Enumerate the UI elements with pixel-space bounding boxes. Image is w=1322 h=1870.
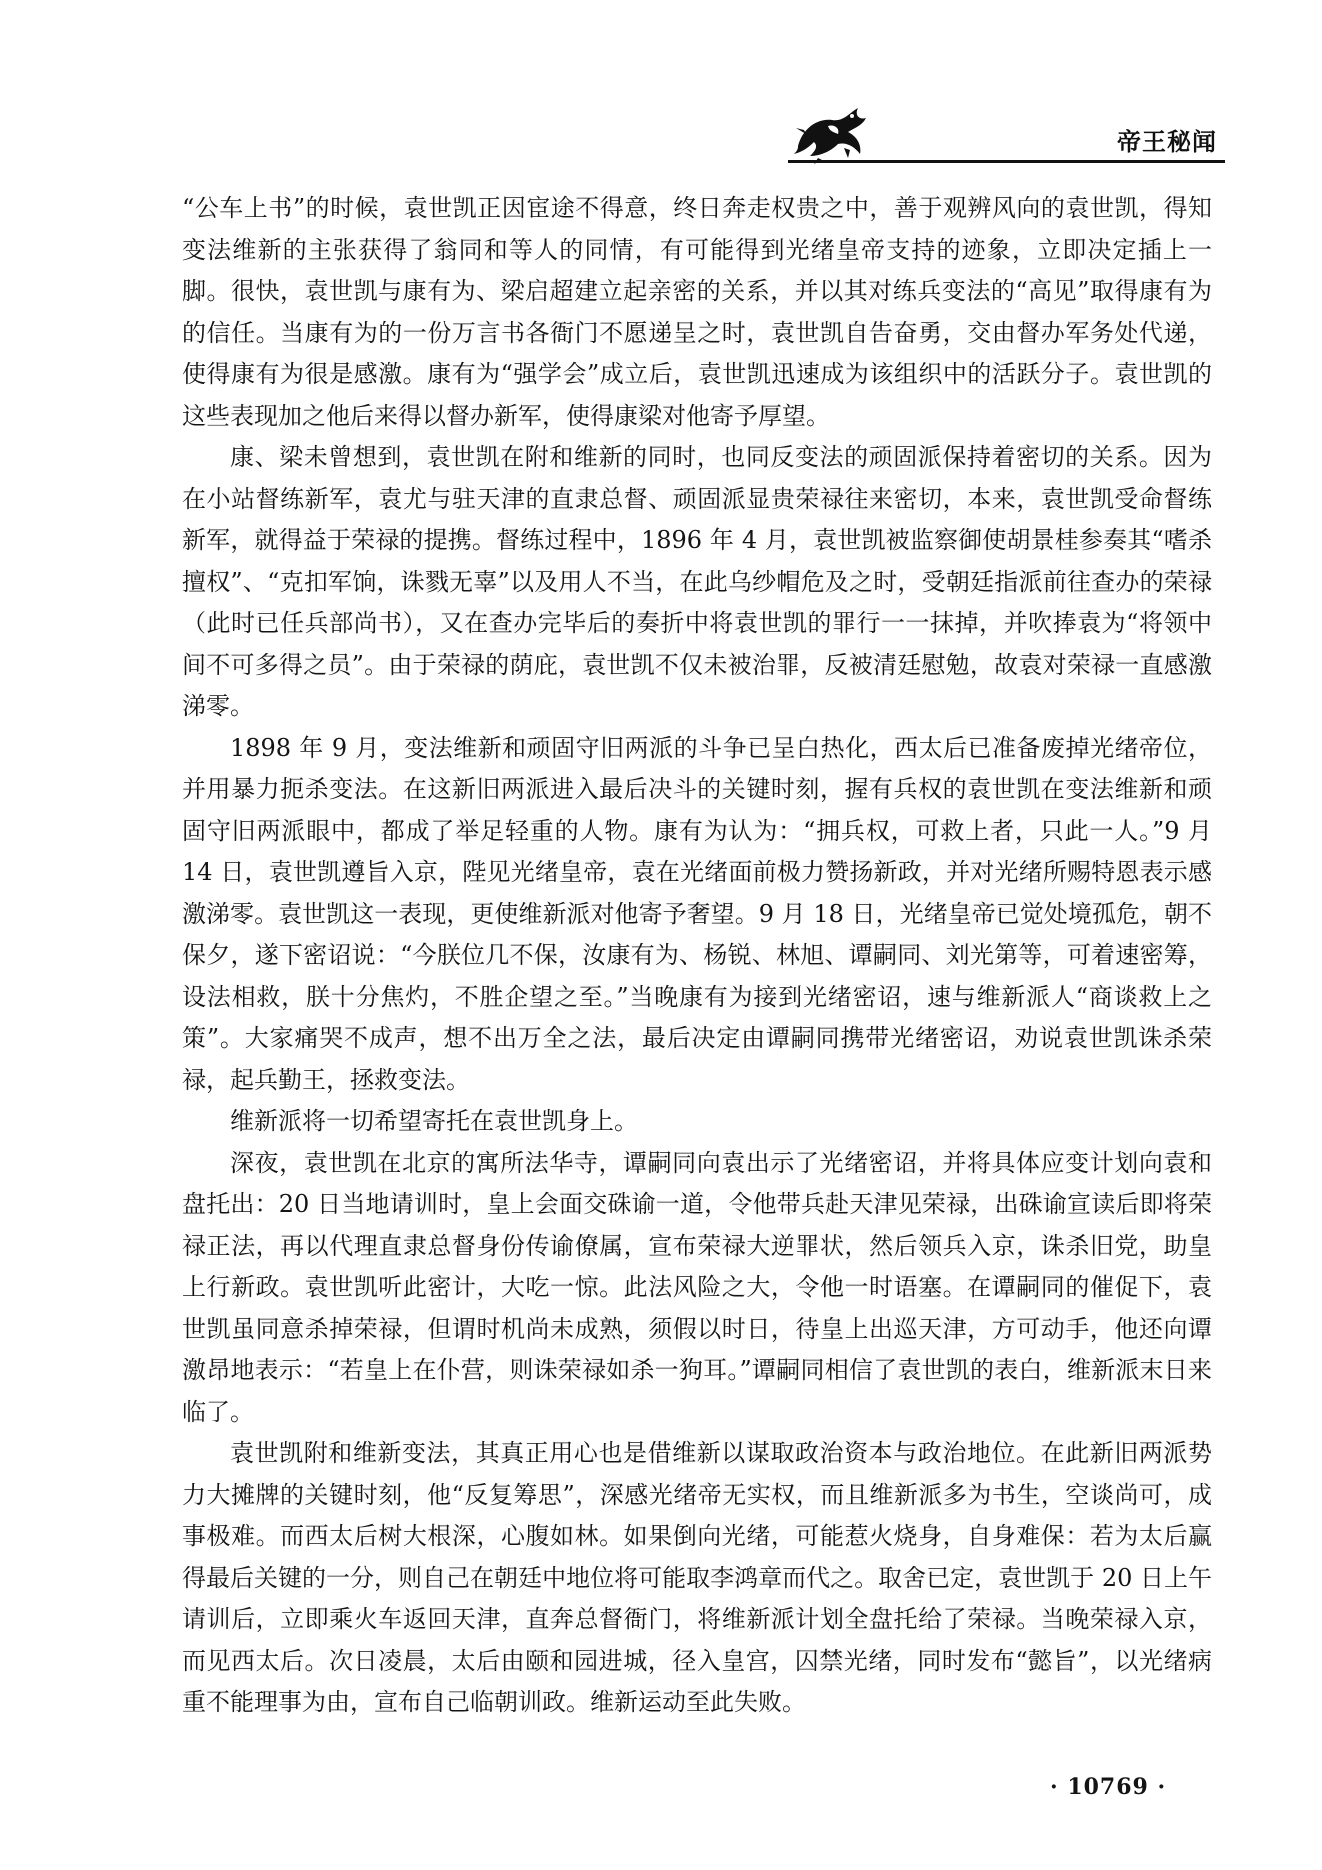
- body-text: [182, 188, 1212, 1724]
- paragraph: 深夜，袁世凯在北京的寓所法华寺，谭嗣同向袁出示了光绪密诏，并将具体应变计划向袁和盘托出：20 日当地请训时，皇上会面交硃谕一道，令他带兵赴天津见荣禄，出硃谕宣读后即将荣禄正法，再以代理直隶总督身份传谕僚属，宣布荣禄大逆罪状，然后领兵入京，诛杀旧党，助皇上行新政。袁世凯听此密计，大吃一惊。此法风险之大，令他一时语塞。在谭嗣同的催促下，袁世凯虽同意杀掉荣禄，但谓时机尚未成熟，须假以时日，待皇上出巡天津，方可动手，他还向谭激昂地表示：“若皇上在仆营，则诛荣禄如杀一狗耳。”谭嗣同相信了袁世凯的表白，维新派末日来临了。: [182, 1148, 1212, 1426]
- page-number: · 10769 ·: [1050, 1774, 1167, 1800]
- paragraph: 1898 年 9 月，变法维新和顽固守旧两派的斗争已呈白热化，西太后已准备废掉光绪帝位，并用暴力扼杀变法。在这新旧两派进入最后决斗的关键时刻，握有兵权的袁世凯在变法维新和顽固守旧两派眼中，都成了举足轻重的人物。康有为认为：“拥兵权，可救上者，只此一人。”9 月 14 日，袁世凯遵旨入京，陛见光绪皇帝，袁在光绪面前极力赞扬新政，并对光绪所赐特恩表示感激涕零。袁世凯这一表现，更使维新派对他寄予奢望。9 月 18 日，光绪皇帝已觉处境孤危，朝不保夕，遂下密诏说：“今朕位几不保，汝康有为、杨锐、林旭、谭嗣同、刘光第等，可着速密筹，设法相救，朕十分焦灼，不胜企望之至。”当晚康有为接到光绪密诏，速与维新派人“商谈救上之策”。大家痛哭不成声，想不出万全之法，最后决定由谭嗣同携带光绪密诏，劝说袁世凯诛杀荣禄，起兵勤王，拯救变法。: [182, 733, 1212, 1094]
- paragraph: 袁世凯附和维新变法，其真正用心也是借维新以谋取政治资本与政治地位。在此新旧两派势力大摊牌的关键时刻，他“反复筹思”，深感光绪帝无实权，而且维新派多为书生，空谈尚可，成事极难。而西太后树大根深，心腹如林。如果倒向光绪，可能惹火烧身，自身难保：若为太后赢得最后关键的一分，则自己在朝廷中地位将可能取李鸿章而代之。取舍已定，袁世凯于 20 日上午请训后，立即乘火车返回天津，直奔总督衙门，将维新派计划全盘托给了荣禄。当晚荣禄入京，而见西太后。次日凌晨，太后由颐和园进城，径入皇宫，囚禁光绪，同时发布“懿旨”，以光绪病重不能理事为由，宣布自己临朝训政。维新运动至此失败。: [182, 1439, 1212, 1716]
- running-header-title: 帝王秘闻: [1117, 128, 1217, 156]
- running-header: [190, 100, 1225, 170]
- paragraph: 维新派将一切希望寄托在袁世凯身上。: [230, 1107, 638, 1135]
- dragon-icon: [788, 100, 872, 164]
- header-rule: [788, 160, 1225, 163]
- paragraph: 康、梁未曾想到，袁世凯在附和维新的同时，也同反变法的顽固派保持着密切的关系。因为在小站督练新军，袁尤与驻天津的直隶总督、顽固派显贵荣禄往来密切，本来，袁世凯受命督练新军，就得益于荣禄的提携。督练过程中，1896 年 4 月，袁世凯被监察御使胡景桂参奏其“嗜杀擅权”、“克扣军饷，诛戮无辜”以及用人不当，在此乌纱帽危及之时，受朝廷指派前往查办的荣禄（此时已任兵部尚书），又在查办完毕后的奏折中将袁世凯的罪行一一抹掉，并吹捧袁为“将领中间不可多得之员”。由于荣禄的荫庇，袁世凯不仅未被治罪，反被清廷慰勉，故袁对荣禄一直感激涕零。: [182, 443, 1212, 720]
- paragraph: “公车上书”的时候，袁世凯正因宦途不得意，终日奔走权贵之中，善于观辨风向的袁世凯，得知变法维新的主张获得了翁同和等人的同情，有可能得到光绪皇帝支持的迹象，立即决定插上一脚。很快，袁世凯与康有为、梁启超建立起亲密的关系，并以其对练兵变法的“高见”取得康有为的信任。当康有为的一份万言书各衙门不愿递呈之时，袁世凯自告奋勇，交由督办军务处代递，使得康有为很是感激。康有为“强学会”成立后，袁世凯迅速成为该组织中的活跃分子。袁世凯的这些表现加之他后来得以督办新军，使得康梁对他寄予厚望。: [182, 194, 1212, 430]
